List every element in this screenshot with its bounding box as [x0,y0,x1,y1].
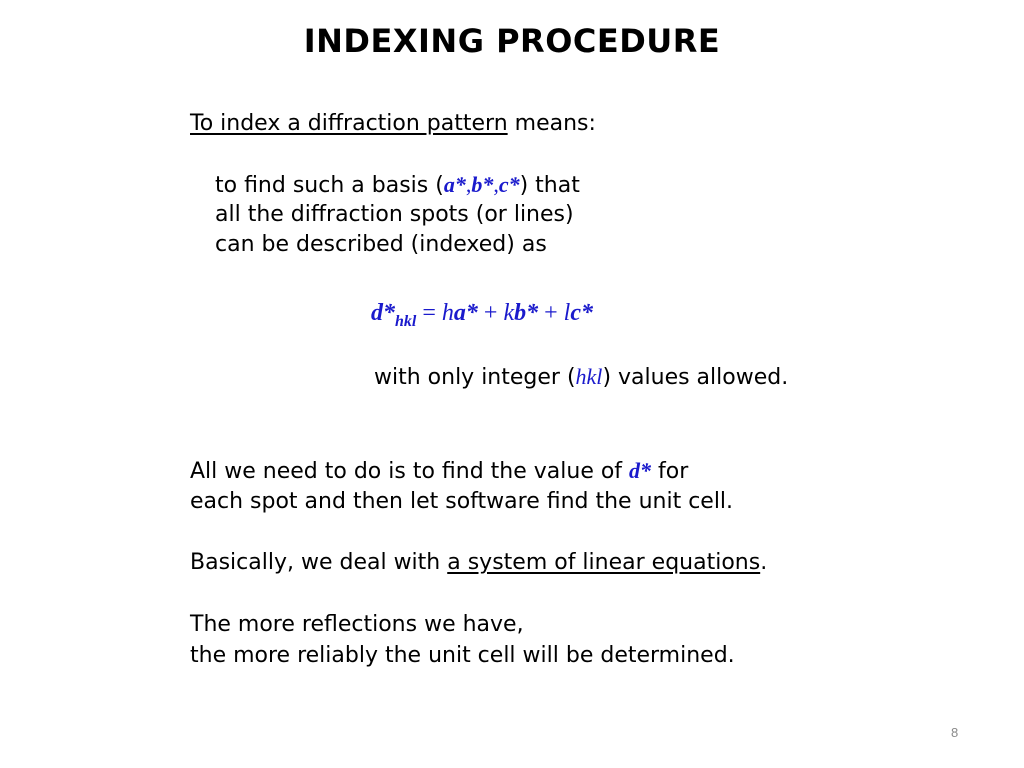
intro-rest-text: means: [507,111,596,136]
equation-equals: = [416,300,442,326]
paragraph-3-line-2: the more reliably the unit cell will be determined. [190,643,735,668]
equation-lhs: d* [371,300,395,326]
integer-note-line [374,362,788,393]
equation-plus-1: + [477,300,504,326]
integer-note-hkl: hkl [575,364,603,389]
paragraph-3-line-1: The more reflections we have, [190,612,524,637]
paragraph-2-post: . [760,550,768,575]
page-number: 8 [951,725,959,740]
paragraph-2-line [190,548,767,578]
equation-plus-2: + [538,300,564,326]
reciprocal-vector-equation [371,296,593,338]
definition-line-1 [215,170,580,201]
equation-a-star: a* [453,300,478,326]
equation-k: k [503,300,515,326]
slide-title: INDEXING PROCEDURE [303,22,721,60]
paragraph-1-line-2: each spot and then let software find the unit cell. [190,489,734,514]
paragraph-1-line-1-pre: All we need to do is to find the value of [190,459,630,484]
paragraph-2-underlined: a system of linear equations [447,550,761,575]
intro-underlined-text: To index a diffraction pattern [190,111,508,136]
intro-line [190,109,596,139]
basis-comma-1: , [465,172,472,197]
basis-a-star: a* [443,172,466,197]
paragraph-2-pre: Basically, we deal with [190,550,448,575]
equation-h: h [441,300,454,326]
basis-c-star: c* [498,172,520,197]
definition-line-2: all the diffraction spots (or lines) [215,202,574,227]
definition-line-1-post: ) that [519,173,580,198]
basis-b-star: b* [471,172,494,197]
basis-comma-2: , [493,172,499,197]
definition-line-3: can be described (indexed) as [215,232,547,257]
integer-note-post: ) values allowed. [602,365,789,390]
equation-c-star: c* [570,300,593,326]
paragraph-1-dstar: d* [629,458,652,483]
paragraph-1-line-1-post: for [651,459,689,484]
equation-l: l [563,300,571,326]
equation-b-star: b* [514,300,539,326]
integer-note-pre: with only integer ( [374,365,576,390]
equation-lhs-subscript: hkl [395,313,417,330]
paragraph-1-line-1 [190,456,688,487]
definition-line-1-pre: to find such a basis ( [215,173,444,198]
